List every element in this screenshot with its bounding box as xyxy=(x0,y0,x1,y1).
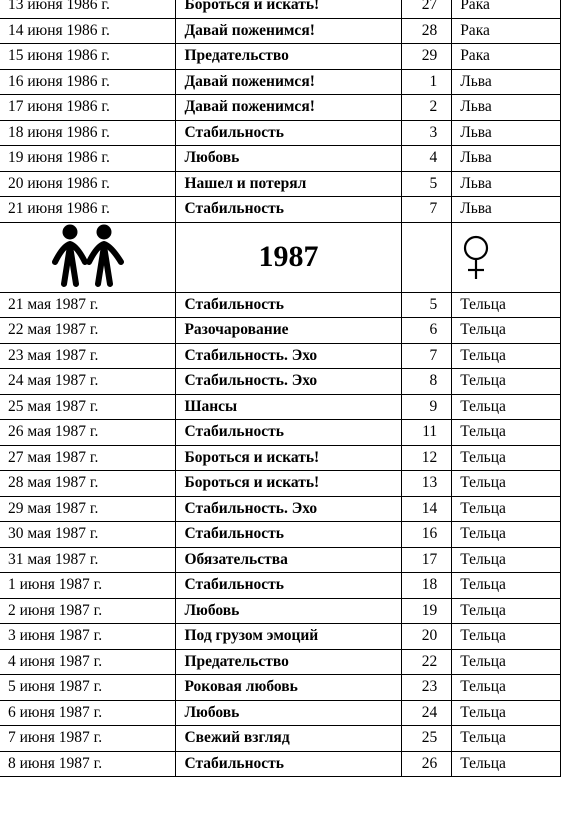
table-row xyxy=(0,700,561,726)
sign-cell: Тельца xyxy=(452,343,561,369)
title-cell: Свежий взгляд xyxy=(176,726,401,752)
year-header xyxy=(0,222,561,292)
table-row xyxy=(0,598,561,624)
sign-cell: Тельца xyxy=(452,369,561,395)
number-cell: 17 xyxy=(401,547,452,573)
number-cell: 4 xyxy=(401,146,452,172)
table-row xyxy=(0,522,561,548)
sign-cell: Рака xyxy=(452,18,561,44)
number-cell: 11 xyxy=(401,420,452,446)
year-row xyxy=(0,222,561,292)
title-cell: Роковая любовь xyxy=(176,675,401,701)
title-cell: Стабильность xyxy=(176,197,401,223)
number-cell: 7 xyxy=(401,197,452,223)
sign-cell: Тельца xyxy=(452,598,561,624)
number-cell: 24 xyxy=(401,700,452,726)
table-row xyxy=(0,675,561,701)
title-cell: Нашел и потерял xyxy=(176,171,401,197)
date-cell: 5 июня 1987 г. xyxy=(0,675,176,701)
table-row xyxy=(0,547,561,573)
title-cell: Обязательства xyxy=(176,547,401,573)
table-row xyxy=(0,394,561,420)
date-cell: 21 июня 1986 г. xyxy=(0,197,176,223)
table-row xyxy=(0,649,561,675)
sign-cell: Льва xyxy=(452,69,561,95)
title-cell: Стабильность xyxy=(176,522,401,548)
sign-cell: Тельца xyxy=(452,394,561,420)
sign-cell: Льва xyxy=(452,197,561,223)
title-cell: Шансы xyxy=(176,394,401,420)
number-cell: 27 xyxy=(401,0,452,18)
table-row xyxy=(0,624,561,650)
table-row xyxy=(0,318,561,344)
sign-cell: Тельца xyxy=(452,751,561,777)
title-cell: Любовь xyxy=(176,598,401,624)
date-cell: 18 июня 1986 г. xyxy=(0,120,176,146)
table-row xyxy=(0,69,561,95)
title-cell: Предательство xyxy=(176,649,401,675)
date-cell: 24 мая 1987 г. xyxy=(0,369,176,395)
table-row xyxy=(0,445,561,471)
number-cell: 6 xyxy=(401,318,452,344)
sign-cell: Рака xyxy=(452,0,561,18)
date-cell: 27 мая 1987 г. xyxy=(0,445,176,471)
number-cell: 9 xyxy=(401,394,452,420)
year-label: 1987 xyxy=(176,222,401,292)
table-row xyxy=(0,751,561,777)
rows-1987 xyxy=(0,292,561,777)
title-cell: Бороться и искать! xyxy=(176,471,401,497)
number-cell: 1 xyxy=(401,69,452,95)
sign-cell: Тельца xyxy=(452,573,561,599)
table-row xyxy=(0,44,561,70)
table-row xyxy=(0,146,561,172)
number-cell: 22 xyxy=(401,649,452,675)
number-cell: 5 xyxy=(401,171,452,197)
date-cell: 29 мая 1987 г. xyxy=(0,496,176,522)
date-cell: 16 июня 1986 г. xyxy=(0,69,176,95)
venus-cell xyxy=(452,222,561,292)
number-cell: 14 xyxy=(401,496,452,522)
number-cell: 5 xyxy=(401,292,452,318)
number-cell: 2 xyxy=(401,95,452,121)
table-row xyxy=(0,95,561,121)
date-cell: 22 мая 1987 г. xyxy=(0,318,176,344)
table-row xyxy=(0,496,561,522)
title-cell: Стабильность xyxy=(176,420,401,446)
title-cell: Стабильность xyxy=(176,292,401,318)
title-cell: Бороться и искать! xyxy=(176,0,401,18)
date-cell: 26 мая 1987 г. xyxy=(0,420,176,446)
title-cell: Стабильность. Эхо xyxy=(176,343,401,369)
venus-symbol-icon xyxy=(456,232,496,282)
sign-cell: Льва xyxy=(452,171,561,197)
sign-cell: Тельца xyxy=(452,700,561,726)
table-row xyxy=(0,197,561,223)
title-cell: Предательство xyxy=(176,44,401,70)
date-cell: 8 июня 1987 г. xyxy=(0,751,176,777)
sign-cell: Тельца xyxy=(452,318,561,344)
title-cell: Стабильность xyxy=(176,120,401,146)
date-cell: 7 июня 1987 г. xyxy=(0,726,176,752)
title-cell: Давай поженимся! xyxy=(176,18,401,44)
sign-cell: Льва xyxy=(452,120,561,146)
table-row xyxy=(0,120,561,146)
number-cell: 3 xyxy=(401,120,452,146)
number-cell: 19 xyxy=(401,598,452,624)
table-row xyxy=(0,726,561,752)
date-cell: 19 июня 1986 г. xyxy=(0,146,176,172)
sign-cell: Тельца xyxy=(452,649,561,675)
sign-cell: Тельца xyxy=(452,496,561,522)
date-cell: 13 июня 1986 г. xyxy=(0,0,176,18)
number-cell: 20 xyxy=(401,624,452,650)
title-cell: Под грузом эмоций xyxy=(176,624,401,650)
sign-cell: Тельца xyxy=(452,420,561,446)
date-cell: 2 июня 1987 г. xyxy=(0,598,176,624)
sign-cell: Тельца xyxy=(452,675,561,701)
date-cell: 15 июня 1986 г. xyxy=(0,44,176,70)
sign-cell: Тельца xyxy=(452,547,561,573)
table-row xyxy=(0,0,561,18)
number-cell: 29 xyxy=(401,44,452,70)
rows-1986 xyxy=(0,0,561,222)
date-cell: 17 июня 1986 г. xyxy=(0,95,176,121)
sign-cell: Льва xyxy=(452,95,561,121)
number-cell: 12 xyxy=(401,445,452,471)
date-cell: 23 мая 1987 г. xyxy=(0,343,176,369)
title-cell: Разочарование xyxy=(176,318,401,344)
sign-cell: Тельца xyxy=(452,471,561,497)
title-cell: Давай поженимся! xyxy=(176,95,401,121)
number-cell: 8 xyxy=(401,369,452,395)
sign-cell: Тельца xyxy=(452,445,561,471)
table-row xyxy=(0,369,561,395)
title-cell: Стабильность xyxy=(176,751,401,777)
table-row xyxy=(0,471,561,497)
title-cell: Любовь xyxy=(176,146,401,172)
date-cell: 28 мая 1987 г. xyxy=(0,471,176,497)
table-row xyxy=(0,420,561,446)
date-cell: 1 июня 1987 г. xyxy=(0,573,176,599)
number-cell: 7 xyxy=(401,343,452,369)
gemini-cell xyxy=(0,222,176,292)
date-cell: 30 мая 1987 г. xyxy=(0,522,176,548)
table-row xyxy=(0,343,561,369)
sign-cell: Льва xyxy=(452,146,561,172)
table-row xyxy=(0,573,561,599)
sign-cell: Тельца xyxy=(452,522,561,548)
number-cell: 25 xyxy=(401,726,452,752)
title-cell: Стабильность xyxy=(176,573,401,599)
date-cell: 31 мая 1987 г. xyxy=(0,547,176,573)
number-cell: 28 xyxy=(401,18,452,44)
sign-cell: Рака xyxy=(452,44,561,70)
number-cell: 26 xyxy=(401,751,452,777)
date-cell: 14 июня 1986 г. xyxy=(0,18,176,44)
sign-cell: Тельца xyxy=(452,292,561,318)
date-cell: 3 июня 1987 г. xyxy=(0,624,176,650)
table-row xyxy=(0,18,561,44)
number-cell: 13 xyxy=(401,471,452,497)
date-cell: 21 мая 1987 г. xyxy=(0,292,176,318)
title-cell: Давай поженимся! xyxy=(176,69,401,95)
sign-cell: Тельца xyxy=(452,726,561,752)
title-cell: Стабильность. Эхо xyxy=(176,496,401,522)
date-cell: 20 июня 1986 г. xyxy=(0,171,176,197)
gemini-twins-icon xyxy=(51,224,125,290)
number-cell: 23 xyxy=(401,675,452,701)
number-cell: 16 xyxy=(401,522,452,548)
title-cell: Стабильность. Эхо xyxy=(176,369,401,395)
title-cell: Бороться и искать! xyxy=(176,445,401,471)
title-cell: Любовь xyxy=(176,700,401,726)
date-cell: 25 мая 1987 г. xyxy=(0,394,176,420)
date-cell: 6 июня 1987 г. xyxy=(0,700,176,726)
date-cell: 4 июня 1987 г. xyxy=(0,649,176,675)
year-spacer-cell xyxy=(401,222,452,292)
number-cell: 18 xyxy=(401,573,452,599)
sign-cell: Тельца xyxy=(452,624,561,650)
table-row xyxy=(0,171,561,197)
table-row xyxy=(0,292,561,318)
